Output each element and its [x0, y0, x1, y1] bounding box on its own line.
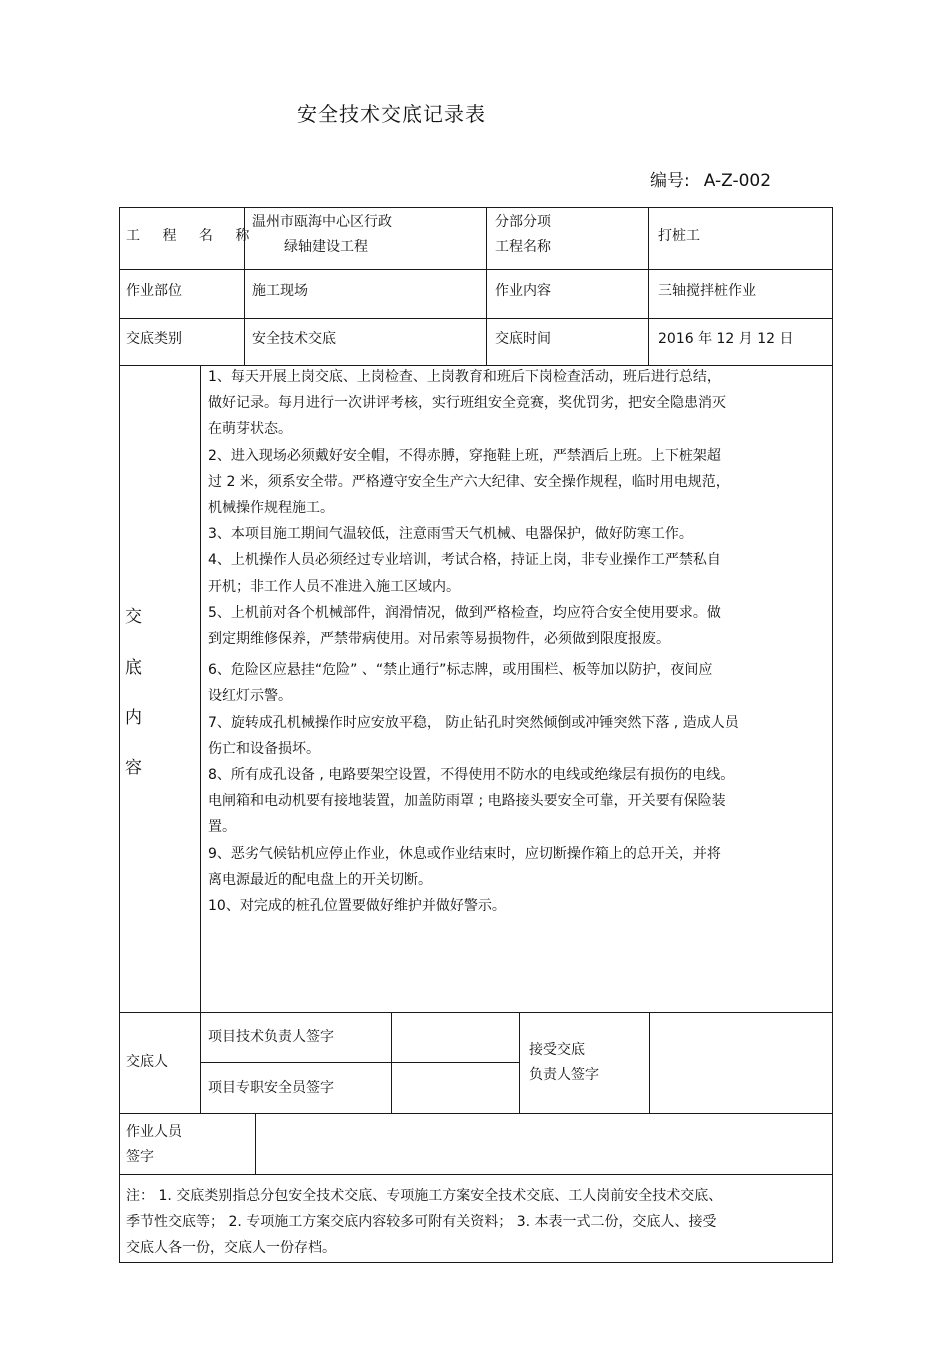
receiver-signature-field[interactable]: [651, 1014, 830, 1111]
sub-project-label-line2: 工程名称: [495, 239, 551, 255]
content-vertical-char: 交: [125, 607, 142, 627]
table-rule: [119, 1012, 833, 1013]
table-rule: [200, 365, 201, 1113]
work-content-label: 作业内容: [495, 283, 551, 299]
content-item-2: 2、进入现场必须戴好安全帽，不得赤膊，穿拖鞋上班，严禁酒后上班。上下桩架超 过 2 米，须系安全带。严格遵守安全生产六大纪律、安全操作规程，临时用电规范， 机械操作规程施工。: [208, 447, 730, 517]
content-vertical-char: 底: [125, 658, 142, 678]
table-border-bottom: [119, 1262, 833, 1263]
table-rule: [649, 1012, 650, 1113]
safety-officer-signature-field[interactable]: [393, 1064, 517, 1111]
work-location-label: 作业部位: [126, 283, 182, 299]
disclosure-time-label: 交底时间: [495, 331, 551, 347]
safety-officer-sign-label: 项目专职安全员签字: [208, 1080, 334, 1096]
content-vertical-char: 内: [125, 708, 142, 728]
page-title: 安全技术交底记录表: [297, 102, 486, 126]
content-item-5: 5、上机前对各个机械部件，润滑情况，做到严格检查，均应符合安全使用要求。做 到定期维修保养，严禁带病使用。对吊索等易损物件，必须做到限度报废。: [208, 604, 721, 648]
content-item-6: 6、危险区应悬挂“危险” 、“禁止通行”标志牌，或用围栏、板等加以防护，夜间应 设红灯示警。: [208, 662, 713, 705]
table-rule: [119, 269, 833, 270]
table-rule: [519, 1012, 520, 1113]
disclosure-type-value: 安全技术交底: [252, 331, 336, 347]
disclosure-time-value: 2016 年 12 月 12 日: [658, 331, 794, 347]
table-rule: [119, 318, 833, 319]
work-location-value: 施工现场: [252, 283, 308, 299]
table-rule: [391, 1012, 392, 1113]
table-rule: [119, 1113, 833, 1114]
document-number: [650, 166, 771, 191]
table-border-left: [119, 207, 120, 1263]
project-name-line2: 绿轴建设工程: [284, 239, 368, 255]
doc-no-value: A-Z-002: [703, 171, 772, 191]
tech-lead-sign-label: 项目技术负责人签字: [208, 1029, 334, 1045]
work-content-value: 三轴搅拌桩作业: [658, 283, 756, 299]
table-rule: [648, 207, 649, 365]
sub-project-label-line1: 分部分项: [495, 214, 551, 230]
workers-label-line2: 签字: [126, 1149, 154, 1165]
content-item-7: 7、旋转成孔机械操作时应安放平稳， 防止钻孔时突然倾倒或冲锤突然下落 , 造成人员 伤亡和设备损坏。: [208, 714, 739, 757]
doc-no-label: 编号:: [650, 171, 690, 191]
table-rule: [255, 1113, 256, 1174]
receiver-label-line1: 接受交底: [529, 1042, 585, 1058]
discloser-label: 交底人: [126, 1054, 168, 1070]
footnotes: 注： 1. 交底类别指总分包安全技术交底、专项施工方案安全技术交底、工人岗前安全技术交底、 季节性交底等； 2. 专项施工方案交底内容较多可附有关资料； 3. 本表一式二份，交底人、接受 交底人各一份，交底人一份存档。: [126, 1188, 723, 1256]
content-item-4: 4、上机操作人员必须经过专业培训，考试合格，持证上岗，非专业操作工严禁私自 开机；非工作人员不准进入施工区域内。: [208, 552, 721, 595]
project-name-line1: 温州市瓯海中心区行政: [252, 214, 392, 230]
content-item-3: 3、本项目施工期间气温较低，注意雨雪天气机械、电器保护，做好防寒工作。: [208, 526, 693, 543]
sub-project-value: 打桩工: [658, 228, 700, 244]
project-name-label: 工 程 名 称: [126, 228, 259, 244]
table-rule: [119, 1174, 833, 1175]
disclosure-content: [208, 364, 823, 919]
content-vertical-char: 容: [125, 758, 142, 778]
table-border-top: [119, 207, 833, 208]
content-item-10: 10、对完成的桩孔位置要做好维护并做好警示。: [208, 898, 506, 915]
table-border-right: [832, 207, 833, 1263]
disclosure-type-label: 交底类别: [126, 331, 182, 347]
receiver-label-line2: 负责人签字: [529, 1067, 599, 1083]
content-item-1: 1、每天开展上岗交底、上岗检查、上岗教育和班后下岗检查活动，班后进行总结， 做好记录。每月进行一次讲评考核，实行班组安全竞赛，奖优罚劣，把安全隐患消灭 在萌芽状态。: [208, 369, 726, 438]
table-rule: [201, 1062, 519, 1063]
workers-label-line1: 作业人员: [126, 1124, 182, 1140]
table-rule: [486, 207, 487, 365]
workers-signature-field[interactable]: [257, 1115, 830, 1172]
tech-lead-signature-field[interactable]: [393, 1014, 517, 1060]
content-item-9: 9、恶劣气候钻机应停止作业，休息或作业结束时，应切断操作箱上的总开关，并将 离电源最近的配电盘上的开关切断。: [208, 845, 721, 888]
content-item-8: 8、所有成孔设备 , 电路要架空设置，不得使用不防水的电线或绝缘层有损伤的电线。 电闸箱和电动机要有接地装置，加盖防雨罩 ; 电路接头要安全可靠，开关要有保险装 置。: [208, 767, 735, 836]
